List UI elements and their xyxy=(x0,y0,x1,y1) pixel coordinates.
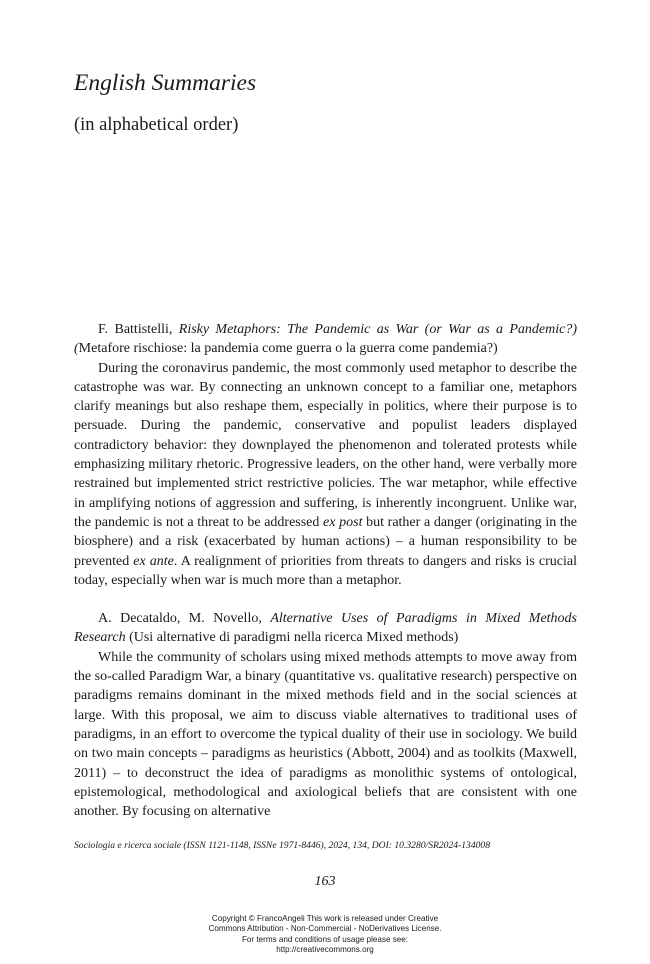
license-line: Commons Attribution - Non-Commercial - NoDerivatives License. xyxy=(208,924,442,934)
page-title: English Summaries xyxy=(74,70,257,96)
summary-1-heading xyxy=(74,320,577,359)
license-notice xyxy=(0,914,650,956)
page-number: 163 xyxy=(314,874,336,889)
license-line: For terms and conditions of usage please see: xyxy=(241,934,409,944)
summaries-body xyxy=(74,320,577,821)
summary-2-authors: A. Decataldo, M. Novello, xyxy=(98,611,262,627)
summary-1-emphasis-2: ex ante xyxy=(133,553,174,569)
summary-2-text: While the community of scholars using mixed methods attempts to move away from the so-called Paradigm War, a binary (quantitative vs. qualitative research) perspective on paradigms remains dominant in the mixed methods field and in the social sciences at large. With this proposal, we aim to discuss viable alternatives to traditional uses of paradigms, in an effort to overcome the typical duality of their use in sociology. We build on two main concepts – paradigms as heuristics (Abbott, 2004) and as toolkits (Maxwell, 2011) – to deconstruct the idea of paradigms as monolithic systems of ontological, epistemological, methodological and axiological beliefs that are consistent with one another. By focusing on alternative xyxy=(74,649,577,820)
summary-1-text-part-1: During the coronavirus pandemic, the most commonly used metaphor to describe the catastrophe was war. By connecting an unknown concept to a familiar one, metaphors clarify meanings but also reshape them, especially in politics, where their purpose is to persuade. During the pandemic, conservative and populist leaders displayed contradictory behavior: they downplayed the phenomenon and tolerated protests while emphasizing military rhetoric. Progressive leaders, on the other hand, were verbally more restrained but implemented strict restrictive policies. The war metaphor, while effective in amplifying notions of aggression and suffering, is inherently incongruent. Unlike war, the pandemic is not a threat to be addressed xyxy=(74,360,577,530)
summary-2-title-it: (Usi alternative di paradigmi nella ricerca Mixed methods) xyxy=(129,630,459,646)
license-line: Copyright © FrancoAngeli This work is released under Creative xyxy=(211,914,439,923)
summary-1-authors: F. Battistelli, xyxy=(98,322,173,337)
license-link[interactable]: http://creativecommons.org xyxy=(276,945,374,955)
page-subtitle: (in alphabetical order) xyxy=(74,115,239,135)
summary-1-text-part-3: . A realignment of priorities from threats to dangers and risks is crucial today, especially when war is much more than a metaphor. xyxy=(74,553,577,588)
summary-1-title-it: Metafore rischiose: la pandemia come guerra o la guerra come pandemia?) xyxy=(78,341,498,357)
summary-2-heading xyxy=(74,609,577,648)
summary-2-title-en: Alternative Uses of Paradigms in Mixed Methods Research xyxy=(74,611,577,646)
journal-citation: Sociologia e ricerca sociale (ISSN 1121-1148, ISSNe 1971-8446), 2024, 134, DOI: 10.3280/SR2024-134008 xyxy=(74,840,491,851)
summary-1-text xyxy=(74,359,577,591)
summary-1-title-en: Risky Metaphors: The Pandemic as War (or War as a Pandemic?) ( xyxy=(74,322,578,357)
summary-1-text-part-2: but rather a danger (originating in the biosphere) and a risk (exacerbated by human actions) – a human responsibility to be prevented xyxy=(74,514,577,569)
summary-1-emphasis-1: ex post xyxy=(323,514,363,530)
